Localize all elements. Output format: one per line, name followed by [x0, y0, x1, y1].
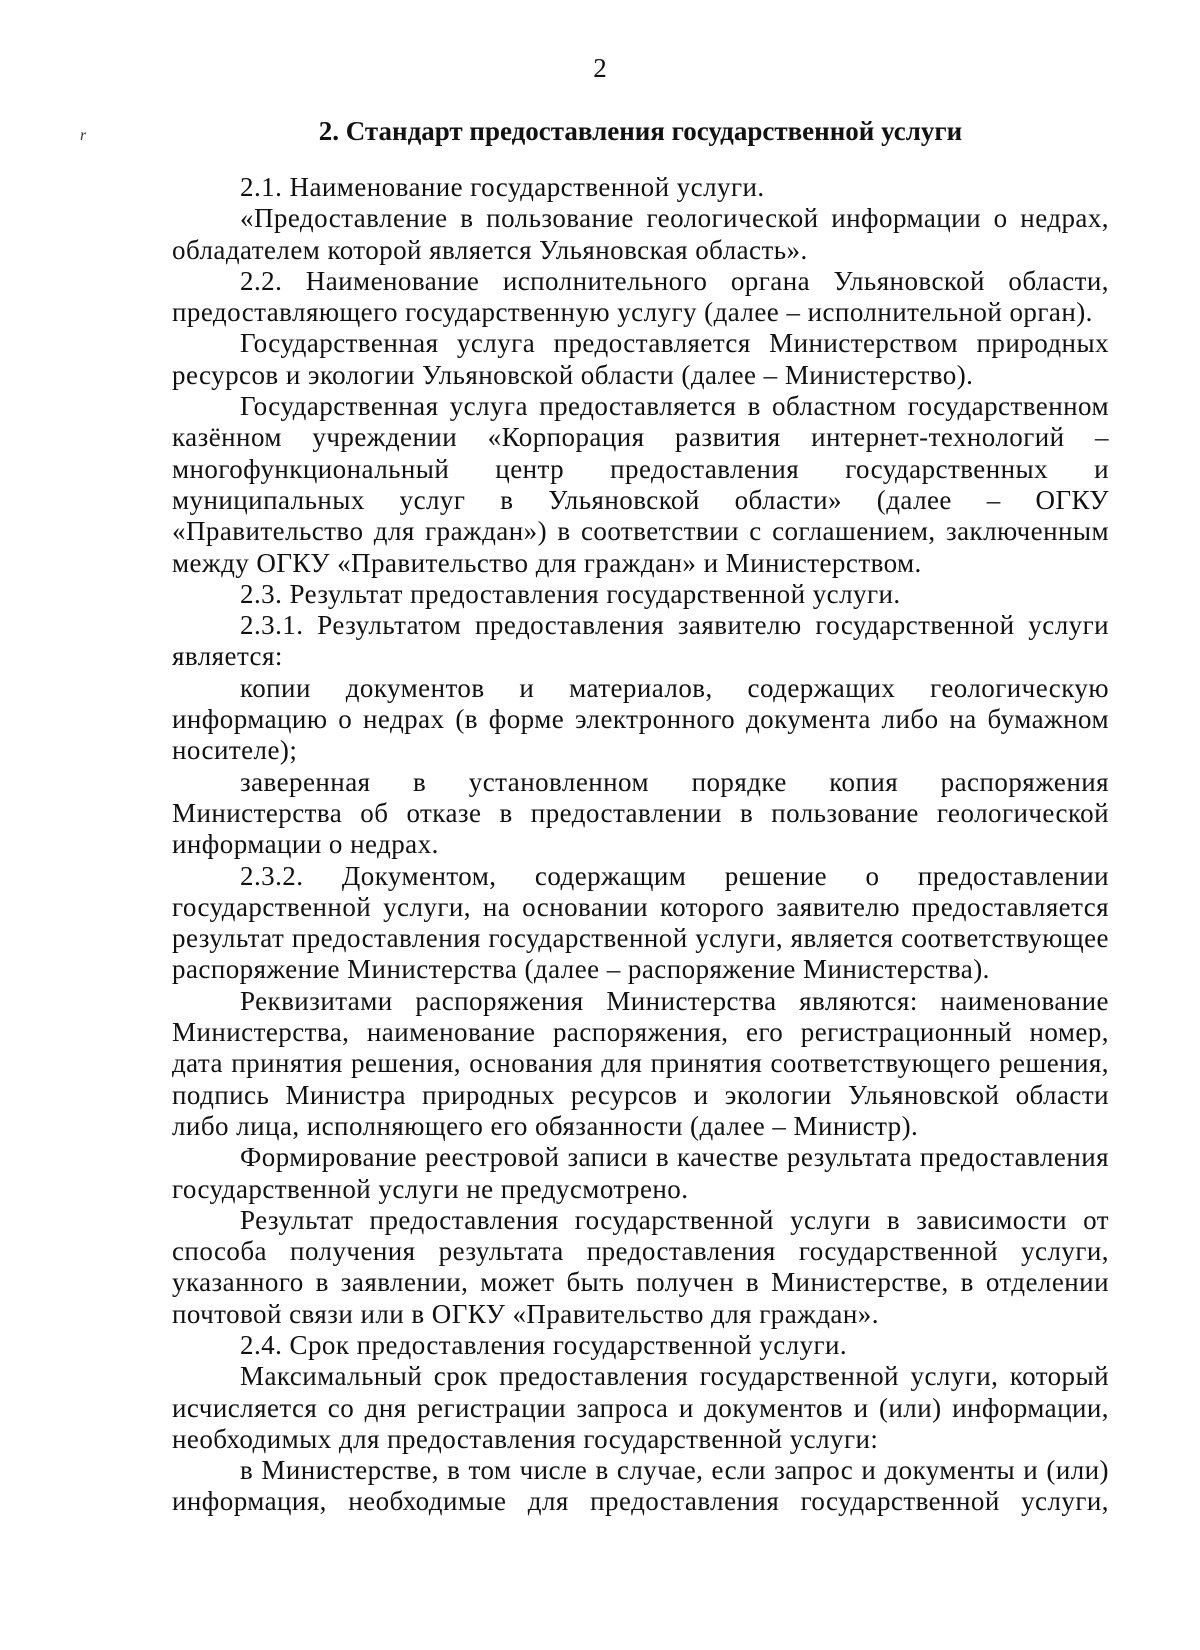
paragraph-requisites: Реквизитами распоряжения Министерства являются: наименование Министерства, наименование распоряжения, его регистрационный номер, дата принятия решения, основания для принятия соответствующего решения, подпись Министра природных ресурсов и экологии Ульяновской области либо лица, исполняющего его обязанности (далее – Министр).	[172, 985, 1109, 1141]
paragraph-2-2: 2.2. Наименование исполнительного органа Ульяновской области, предоставляющего государственную услугу (далее – исполнительной орган).	[172, 265, 1109, 328]
paragraph-2-3: 2.3. Результат предоставления государственной услуги.	[240, 578, 901, 609]
paragraph-ministry-provides: Государственная услуга предоставляется Министерством природных ресурсов и экологии Ульяновской области (далее – Министерство).	[172, 328, 1109, 390]
paragraph-mfc-provides: Государственная услуга предоставляется в областном государственном казённом учреждении «Корпорация развития интернет-технологий – многофункциональный центр предоставления государственных и муниципальных услуг в Ульяновской области» (далее – ОГКУ «Правительство для граждан») в соответствии с соглашением, заключенным между ОГКУ «Правительство для граждан» и Министерством.	[172, 391, 1109, 578]
paragraph-2-1: 2.1. Наименование государственной услуги.	[240, 172, 765, 202]
section-heading: 2. Стандарт предоставления государственной услуги	[318, 116, 963, 146]
paragraph-result-delivery: Результат предоставления государственной услуги в зависимости от способа получения результата предоставления государственной услуги, указанного в заявлении, может быть получен в Министерстве, в отделении почтовой связи или в ОГКУ «Правительство для граждан».	[172, 1204, 1109, 1329]
paragraph-in-ministry: в Министерстве, в том числе в случае, если запрос и документы и (или) информация, необходимые для предоставления государственной услуги,	[172, 1455, 1109, 1517]
paragraph-registry-record: Формирование реестровой записи в качестве результата предоставления государственной услуги не предусмотрено.	[172, 1142, 1109, 1204]
page-number: 2	[593, 53, 607, 83]
stray-margin-mark: r	[80, 127, 87, 144]
paragraph-result-refusal: заверенная в установленном порядке копия распоряжения Министерства об отказе в предоставлении в пользование геологической информации о недрах.	[172, 766, 1109, 860]
paragraph-service-name: «Предоставление в пользование геологической информации о недрах, обладателем которой является Ульяновская область».	[172, 203, 1109, 265]
paragraph-result-copies: копии документов и материалов, содержащих геологическую информацию о недрах (в форме электронного документа либо на бумажном носителе);	[172, 672, 1109, 766]
paragraph-max-term: Максимальный срок предоставления государственной услуги, который исчисляется со дня регистрации запроса и документов и (или) информации, необходимых для предоставления государственной услуги:	[172, 1361, 1109, 1454]
paragraph-2-4: 2.4. Срок предоставления государственной услуги.	[240, 1329, 848, 1360]
paragraph-2-3-1: 2.3.1. Результатом предоставления заявителю государственной услуги является:	[172, 610, 1109, 672]
paragraph-2-3-2: 2.3.2. Документом, содержащим решение о предоставлении государственной услуги, на основании которого заявителю предоставляется результат предоставления государственной услуги, является соответствующее распоряжение Министерства (далее – распоряжение Министерства).	[172, 860, 1109, 985]
document-body	[172, 172, 1109, 1518]
